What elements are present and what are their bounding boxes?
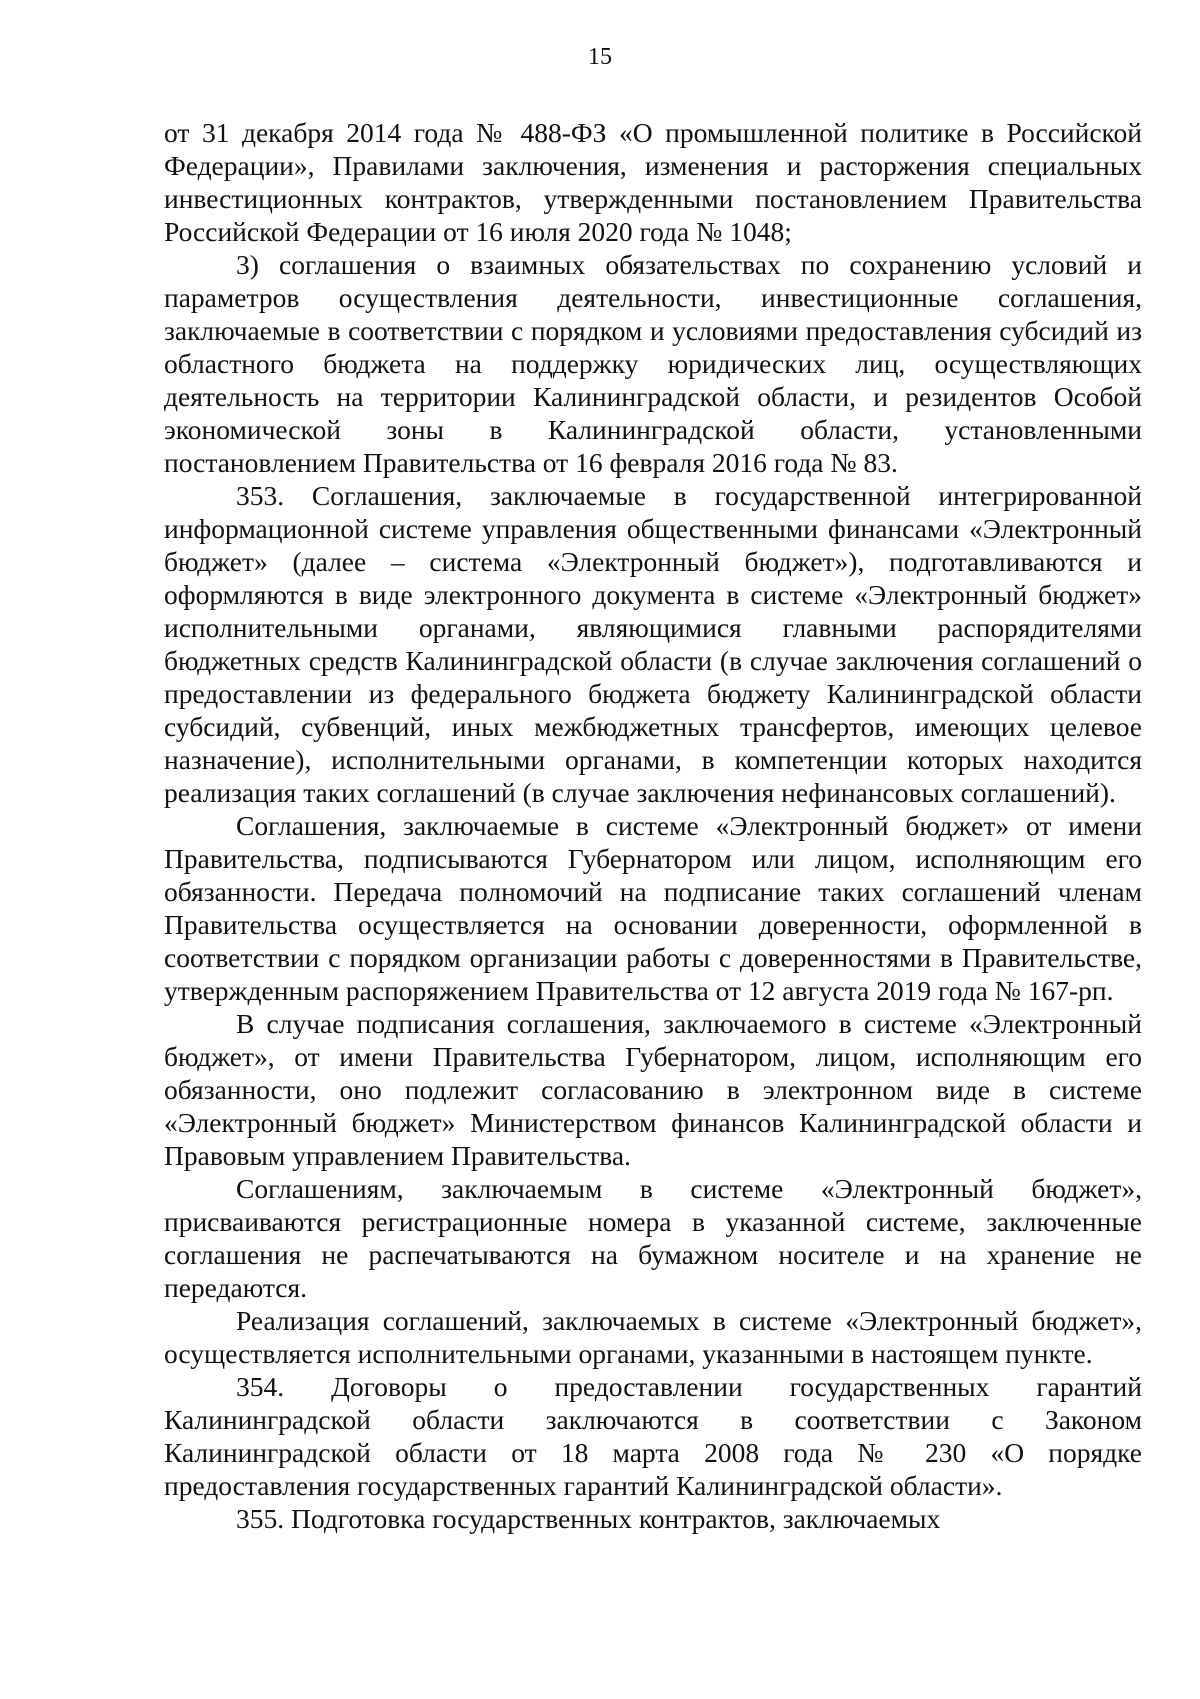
paragraph-registration: Соглашениям, заключаемым в системе «Электронный бюджет», присваиваются регистрационные номера в указанной системе, заключенные соглашения не распечатываются на бумажном носителе и на хранение не передаются. [164, 1173, 1142, 1303]
paragraph-continuation: от 31 декабря 2014 года № 488-ФЗ «О промышленной политике в Российской Федерации», Правилами заключения, изменения и расторжения специальных инвестиционных контрактов, утвержденными постановлением Правительства Российской Федерации от 16 июля 2020 года № 1048; [164, 117, 1142, 247]
paragraph-approval: В случае подписания соглашения, заключаемого в системе «Электронный бюджет», от имени Правительства Губернатором, лицом, исполняющим его обязанности, оно подлежит согласованию в электронном виде в системе «Электронный бюджет» Министерством финансов Калининградской области и Правовым управлением Правительства. [164, 1008, 1142, 1171]
document-body [164, 116, 1142, 1535]
paragraph-355: 355. Подготовка государственных контрактов, заключаемых [236, 1503, 941, 1534]
page-number: 15 [588, 44, 612, 70]
paragraph-implementation: Реализация соглашений, заключаемых в системе «Электронный бюджет», осуществляется исполнительными органами, указанными в настоящем пункте. [164, 1305, 1142, 1369]
paragraph-353: 353. Соглашения, заключаемые в государственной интегрированной информационной системе управления общественными финансами «Электронный бюджет» (далее – система «Электронный бюджет»), подготавливаются и оформляются в виде электронного документа в системе «Электронный бюджет» исполнительными органами, являющимися главными распорядителями бюджетных средств Калининградской области (в случае заключения соглашений о предоставлении из федерального бюджета бюджету Калининградской области субсидий, субвенций, иных межбюджетных трансфертов, имеющих целевое назначение), исполнительными органами, в компетенции которых находится реализация таких соглашений (в случае заключения нефинансовых соглашений). [164, 480, 1142, 808]
paragraph-signing: Соглашения, заключаемые в системе «Электронный бюджет» от имени Правительства, подписываются Губернатором или лицом, исполняющим его обязанности. Передача полномочий на подписание таких соглашений членам Правительства осуществляется на основании доверенности, оформленной в соответствии с порядком организации работы с доверенностями в Правительстве, утвержденным распоряжением Правительства от 12 августа 2019 года № 167-рп. [164, 810, 1142, 1006]
paragraph-354: 354. Договоры о предоставлении государственных гарантий Калининградской области заключаются в соответствии с Законом Калининградской области от 18 марта 2008 года № 230 «О порядке предоставления государственных гарантий Калининградской области». [164, 1371, 1142, 1501]
paragraph-item-3: 3) соглашения о взаимных обязательствах по сохранению условий и параметров осуществления деятельности, инвестиционные соглашения, заключаемые в соответствии с порядком и условиями предоставления субсидий из областного бюджета на поддержку юридических лиц, осуществляющих деятельность на территории Калининградской области, и резидентов Особой экономической зоны в Калининградской области, установленными постановлением Правительства от 16 февраля 2016 года № 83. [164, 249, 1142, 478]
